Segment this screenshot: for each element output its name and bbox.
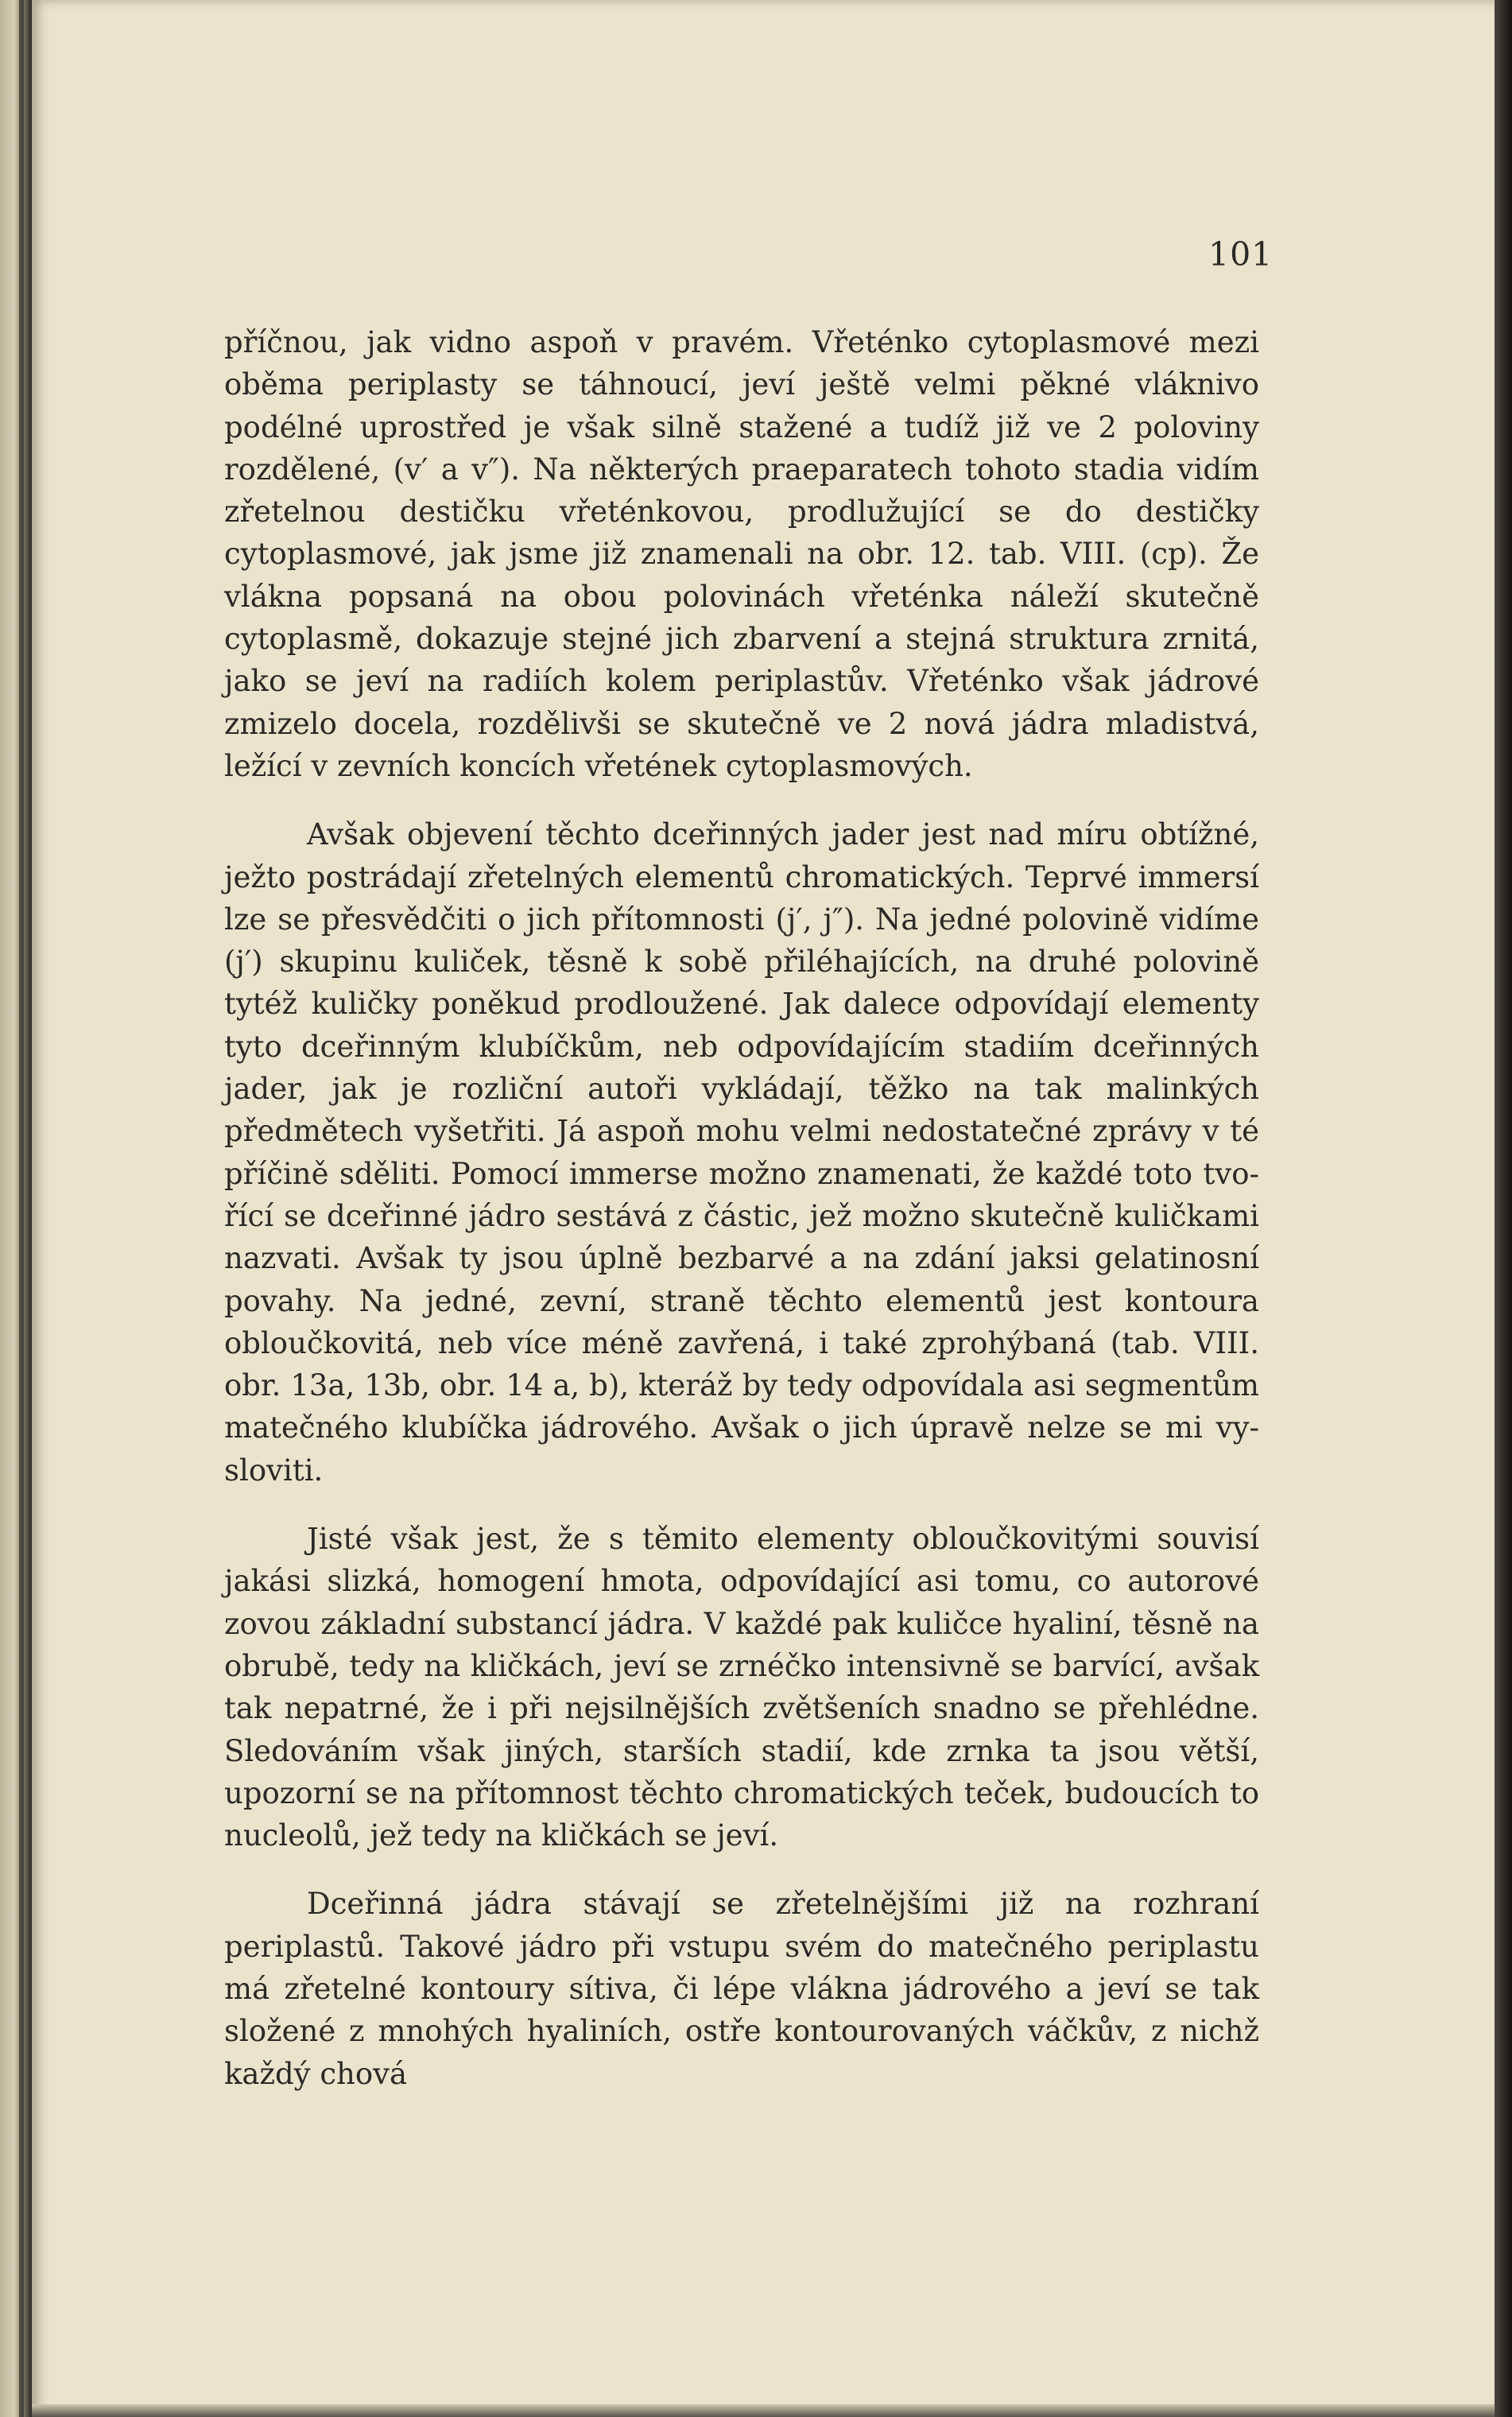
paragraph-2: Avšak objevení těchto dceřinných jader jest nad míru obtížné, ježto postrádají zřetelných elementů chromatických. Teprvé immersí lze se přesvědčiti o jich přítomnosti (j′, j″). Na jedné polovině vidíme (j′) skupinu kuliček, těsně k sobě přiléhajících, na druhé polovině tytéž kuličky poněkud prodloužené. Jak dalece odpovídají elementy tyto dceřinným klubíčkům, neb odpovídajícím stadiím dceřinných jader, jak je rozliční autoři vykládají, těžko na tak malinkých předmětech vyšetřiti. Já aspoň mohu velmi nedostatečné zprávy v té příčině sděliti. Pomocí immerse možno znamenati, že každé toto tvořící se dceřinné jádro sestává z částic, jež možno skutečně kuličkami nazvati. Avšak ty jsou úplně bezbarvé a na zdání jaksi gelatinosní povahy. Na jedné, zevní, straně těchto elementů jest kontoura obloučkovitá, neb více méně zavřená, i také zprohýbaná (tab. VIII. obr. 13a, 13b, obr. 14 a, b), kteráž by tedy odpovídala asi segmentům matečného klubíčka jádrového. Avšak o jich úpravě nelze se mi vysloviti. <box>224 817 1259 1488</box>
paragraph-4: Dceřinná jádra stávají se zřetelnějšími již na rozhraní periplastů. Takové jádro při vstupu svém do matečného periplastu má zřetelné kontoury sítiva, či lépe vlákna jádrového a jeví se tak složené z mnohých hyaliních, ostře kontourovaných váčkův, z nichž každý chová <box>224 1887 1259 2091</box>
page-left-edge <box>0 0 32 2417</box>
page-right-edge <box>1495 0 1512 2417</box>
paragraph-3: Jisté však jest, že s těmito elementy obloučkovitými souvisí jakási slizká, homogení hmota, odpovídající asi tomu, co autorové zovou základní substancí jádra. V každé pak kuličce hyaliní, těsně na obrubě, tedy na kličkách, jeví se zrnéčko intensivně se barvící, avšak tak nepatrné, že i při nejsilnějších zvětšeních snadno se přehlédne. Sledováním však jiných, starších stadií, kde zrnka ta jsou větší, upozorní se na přítomnost těchto chromatických teček, budoucích to nucleolů, jež tedy na kličkách se jeví. <box>224 1522 1259 1853</box>
page-number: 101 <box>1208 235 1274 274</box>
paragraph-1: příčnou, jak vidno aspoň v pravém. Vřeténko cytoplasmové mezi oběma periplasty se táhnoucí, jeví ještě velmi pěkné vláknivo podélné uprostřed je však silně stažené a tudíž již ve 2 poloviny rozdělené, (v′ a v″). Na některých praeparatech tohoto stadia vidím zřetelnou destičku vřeténkovou, prodlužující se do destičky cytoplasmové, jak jsme již znamenali na obr. 12. tab. VIII. (cp). Že vlákna popsaná na obou polovinách vřeténka náleží skutečně cytoplasmě, dokazuje stejné jich zbarvení a stejná struktura zrnitá, jako se jeví na radiích kolem periplastův. Vřeténko však jádrové zmizelo docela, rozdělivši se skutečně ve 2 nová jádra mladistvá, ležící v zevních koncích vřetének cytoplasmových. <box>224 325 1259 783</box>
page-bottom-edge <box>32 2404 1495 2417</box>
body-text <box>224 321 1259 2121</box>
binding-line <box>19 0 24 2417</box>
